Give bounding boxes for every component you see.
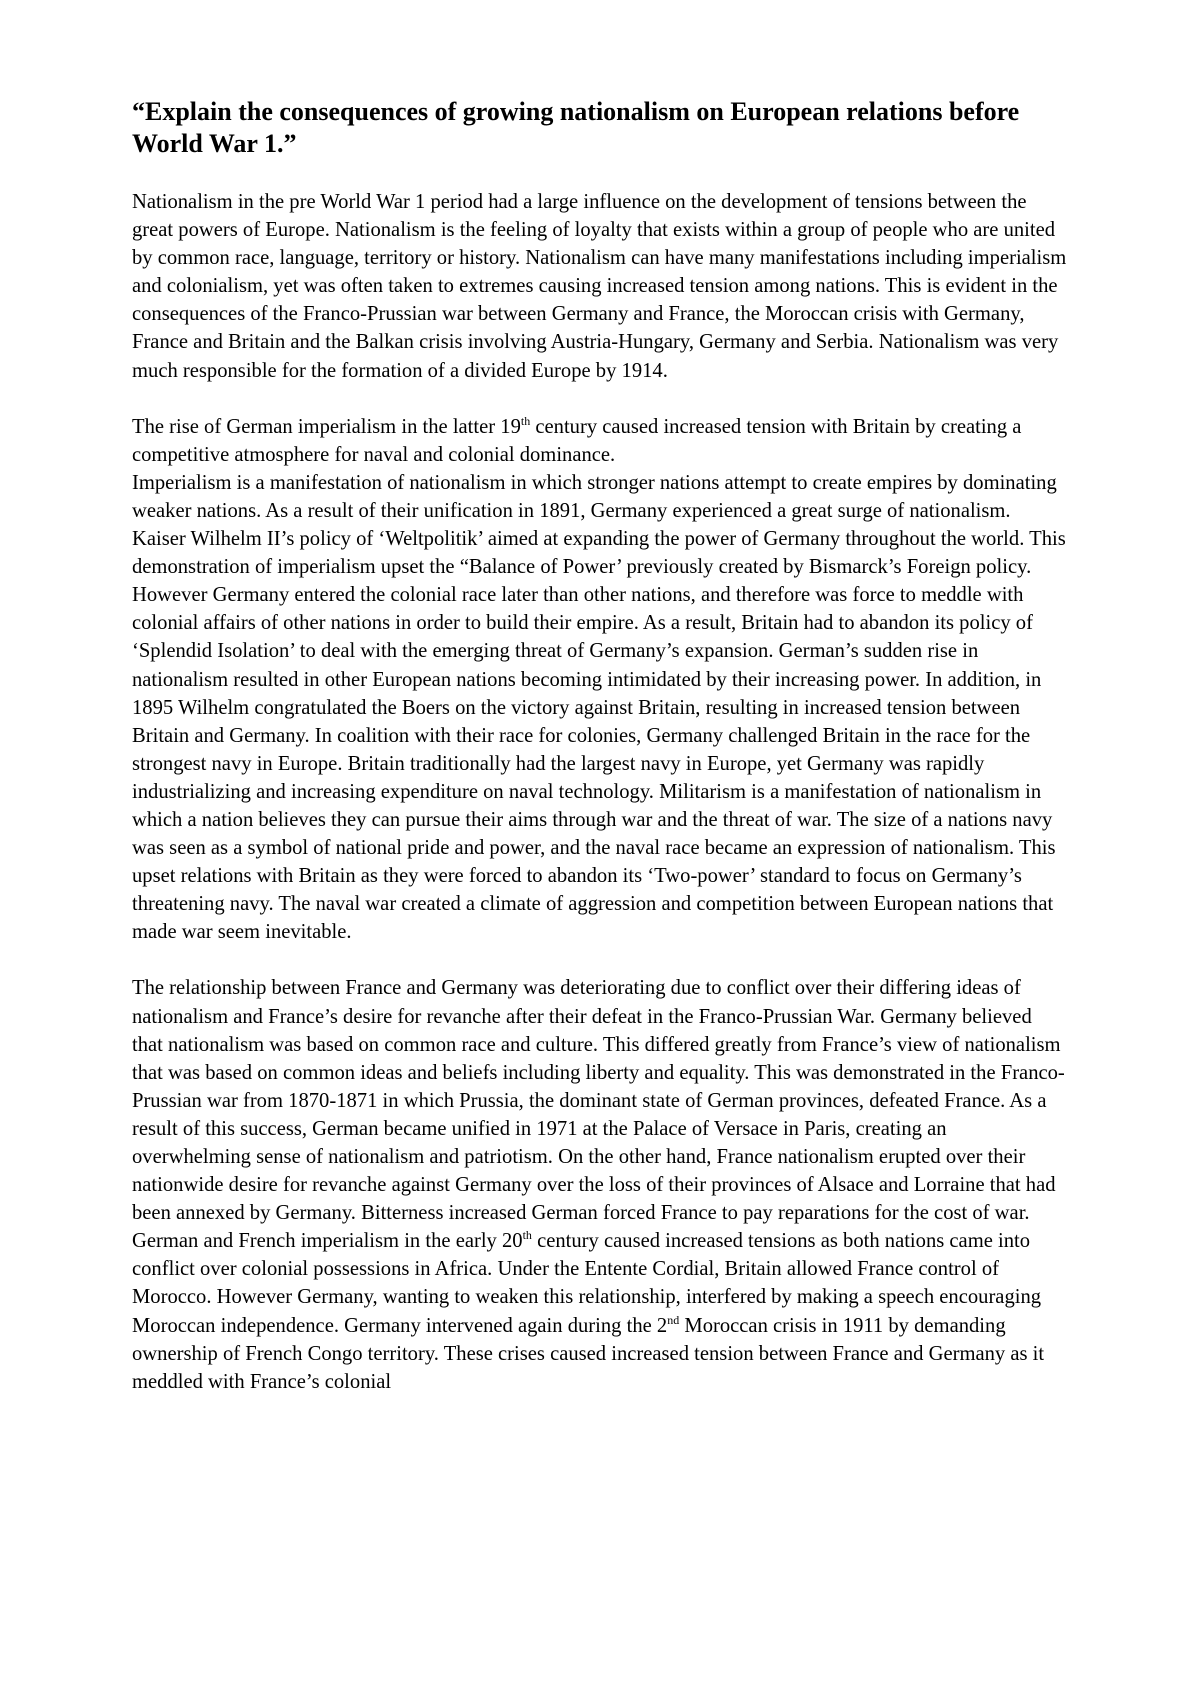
- paragraph-text: Nationalism in the pre World War 1 period had a large influence on the development of tensions between the great powers of Europe. Nationalism is the feeling of loyalty that exists within a group of people who are united by common race, language, territory or history. Nationalism can have many manifestations including imperialism and colonialism, yet was often taken to extremes causing increased tension among nations. This is evident in the consequences of the Franco-Prussian war between Germany and France, the Moroccan crisis with Germany, France and Britain and the Balkan crisis involving Austria-Hungary, Germany and Serbia. Nationalism was very much responsible for the formation of a divided Europe by 1914.: [132, 191, 1067, 382]
- paragraph-text: Imperialism is a manifestation of nationalism in which stronger nations attempt to create empires by dominating weaker nations. As a result of their unification in 1891, Germany experienced a great surge of nationalism. Kaiser Wilhelm II’s policy of ‘Weltpolitik’ aimed at expanding the power of Germany throughout the world. This demonstration of imperialism upset the “Balance of Power’ previously created by Bismarck’s Foreign policy. However Germany entered the colonial race later than other nations, and therefore was force to meddle with colonial affairs of other nations in order to build their empire. As a result, Britain had to abandon its policy of ‘Splendid Isolation’ to deal with the emerging threat of Germany’s expansion. German’s sudden rise in nationalism resulted in other European nations becoming intimidated by their increasing power. In addition, in 1895 Wilhelm congratulated the Boers on the victory against Britain, resulting in increased tension between Britain and Germany. In coalition with their race for colonies, Germany challenged Britain in the race for the strongest navy in Europe. Britain traditionally had the largest navy in Europe, yet Germany was rapidly industrializing and increasing expenditure on naval technology. Militarism is a manifestation of nationalism in which a nation believes they can pursue their aims through war and the threat of war. The size of a nations navy was seen as a symbol of national pride and power, and the naval race became an expression of nationalism. This upset relations with Britain as they were forced to abandon its ‘Two-power’ standard to focus on Germany’s threatening navy. The naval war created a climate of aggression and competition between European nations that made war seem inevitable.: [132, 471, 1066, 944]
- superscript-text: nd: [667, 1312, 680, 1327]
- paragraph-text: century caused increased tension with Britain by creating a competitive atmosphere for naval and colonial dominance.: [132, 415, 1022, 466]
- paragraph-text: Moroccan crisis in 1911 by demanding ownership of French Congo territory. These crises caused increased tension between France and Germany as it meddled with France’s colonial: [132, 1314, 1045, 1393]
- superscript-text: th: [520, 413, 531, 428]
- paragraph-text: century caused increased tensions as both nations came into conflict over colonial possessions in Africa. Under the Entente Cordial, Britain allowed France control of Morocco. However Germany, wanting to weaken this relationship, interfered by making a speech encouraging Moroccan independence. Germany intervened again during the 2: [132, 1230, 1042, 1337]
- paragraph-text: The relationship between France and Germany was deteriorating due to conflict over their differing ideas of nationalism and France’s desire for revanche after their defeat in the Franco-Prussian War. Germany believed that nationalism was based on common race and culture. This differed greatly from France’s view of nationalism that was based on common ideas and beliefs including liberty and equality. This was demonstrated in the Franco-Prussian war from 1870-1871 in which Prussia, the dominant state of German provinces, defeated France. As a result of this success, German became unified in 1971 at the Palace of Versace in Paris, creating an overwhelming sense of nationalism and patriotism. On the other hand, France nationalism erupted over their nationwide desire for revanche against Germany over the loss of their provinces of Alsace and Lorraine that had been annexed by Germany. Bitterness increased German forced France to pay reparations for the cost of war. German and French imperialism in the early 20: [132, 977, 1065, 1253]
- superscript-text: th: [522, 1228, 532, 1243]
- paragraph: [132, 974, 1067, 1395]
- essay-title: “Explain the consequences of growing nationalism on European relations before World War 1.”: [132, 97, 1020, 158]
- paragraph: [132, 413, 1067, 947]
- paragraph-text: The rise of German imperialism in the latter 19: [132, 415, 521, 438]
- document-page: [132, 96, 1067, 1424]
- paragraph: [132, 188, 1067, 385]
- essay-body: [132, 188, 1067, 1396]
